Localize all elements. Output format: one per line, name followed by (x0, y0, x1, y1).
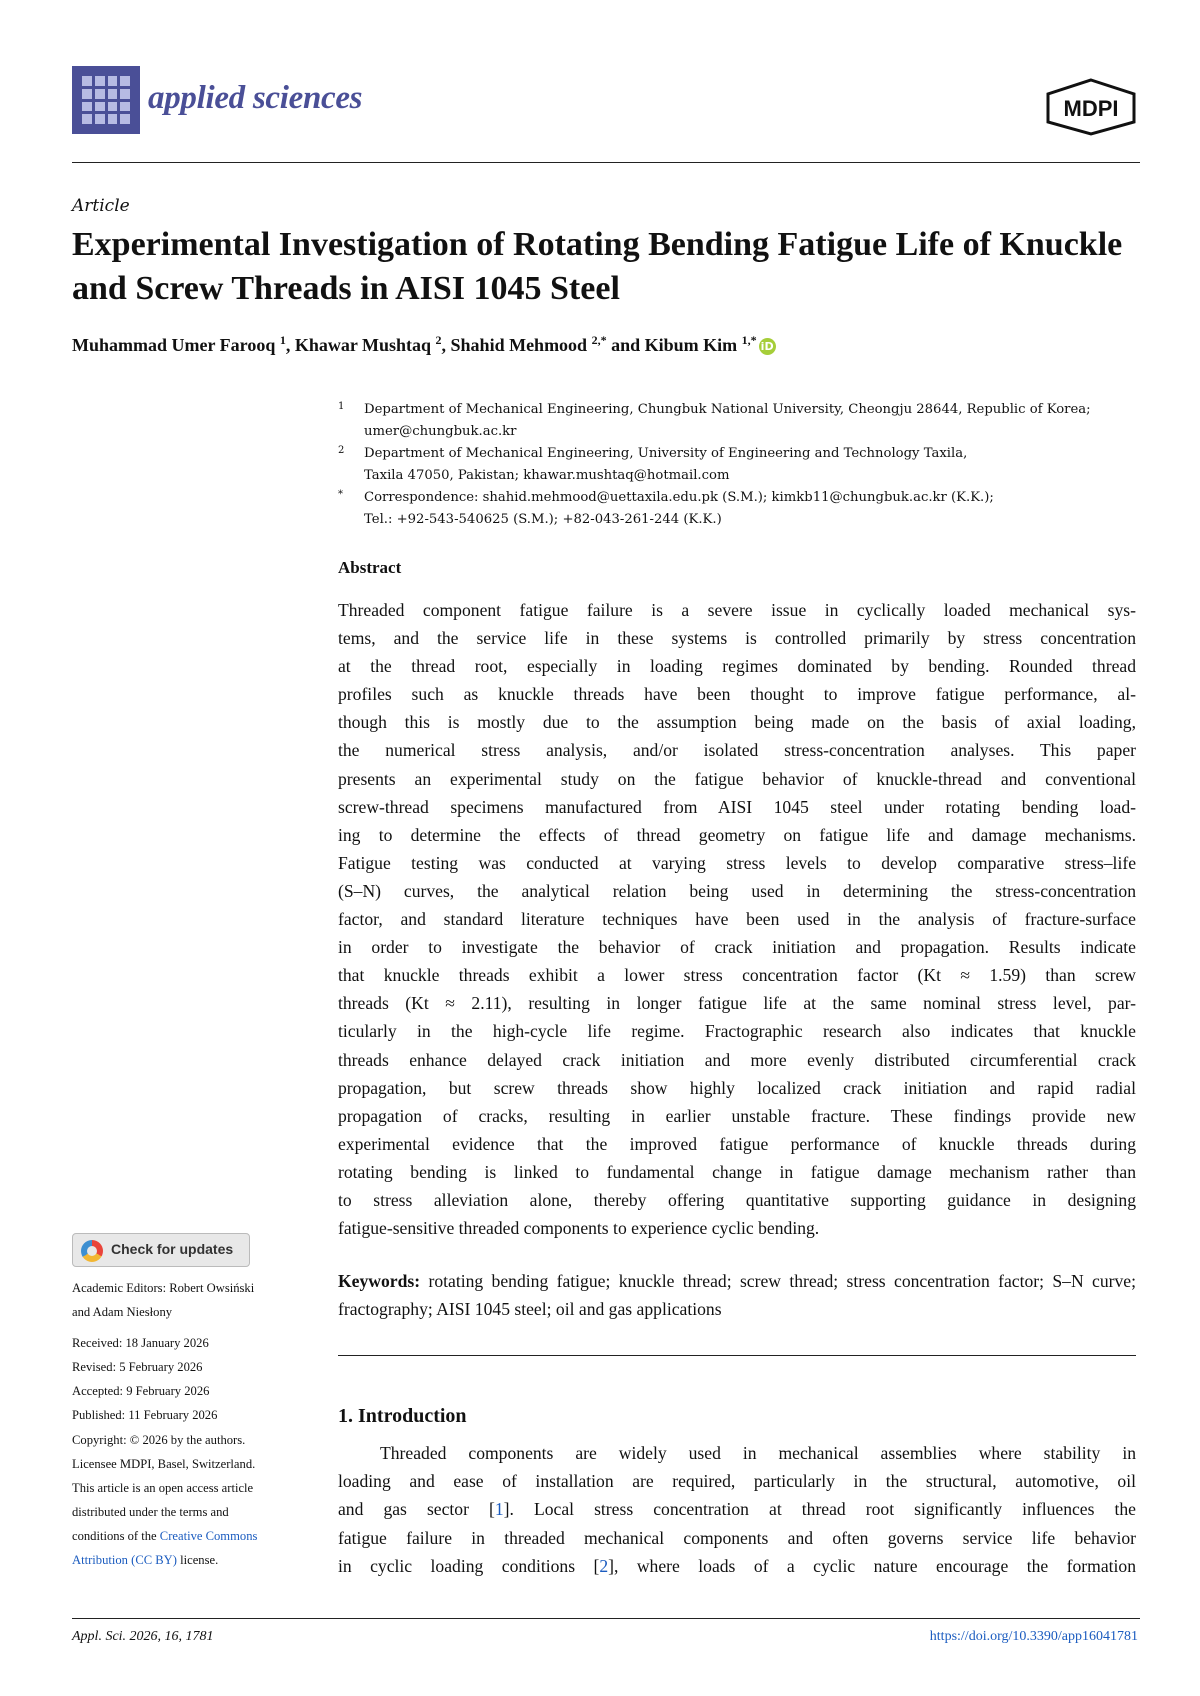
author-separator: and (606, 335, 645, 355)
intro-text: loading and ease of installation are required, particularly in the structural, automotive, oil (338, 1471, 1136, 1492)
copyright-text: conditions of the (72, 1529, 160, 1543)
affiliation-number: 1 (338, 401, 345, 412)
keywords-text: rotating bending fatigue; knuckle thread; screw thread; stress concentration factor; S–N curve; fractography; AISI 1045 steel; oil and gas applications (338, 1271, 1136, 1319)
abstract-line: though this is mostly due to the assumption being made on the basis of axial loading, (338, 712, 1136, 733)
affiliation-number: 2 (338, 445, 345, 456)
author-separator: , (285, 335, 295, 355)
abstract-line: in order to investigate the behavior of crack initiation and propagation. Results indicate (338, 937, 1136, 958)
author-name[interactable]: Shahid Mehmood (450, 335, 588, 355)
abstract-line: (S–N) curves, the analytical relation being used in determining the stress-concentration (338, 880, 1136, 901)
abstract-line: screw-thread specimens manufactured from AISI 1045 steel under rotating bending load- (338, 796, 1136, 817)
affiliation-1 (338, 399, 1154, 442)
correspondence (338, 487, 1154, 530)
author-affiliation: 2,* (591, 333, 607, 347)
abstract-line: propagation of cracks, resulting in earlier unstable fracture. These findings provide new (338, 1105, 1136, 1126)
abstract-line: factor, and standard literature techniques have been used in the analysis of fracture-surface (338, 909, 1136, 930)
intro-line (338, 1552, 1136, 1580)
abstract-line: Fatigue testing was conducted at varying stress levels to develop comparative stress–life (338, 852, 1136, 873)
abstract-line: presents an experimental study on the fatigue behavior of knuckle-thread and conventional (338, 768, 1136, 789)
intro-line (338, 1524, 1136, 1552)
author-name[interactable]: Kibum Kim (644, 335, 738, 355)
correspondence-line: Tel.: +92-543-540625 (S.M.); +82-043-261-244 (K.K.) (364, 511, 722, 527)
abstract-line: that knuckle threads exhibit a lower stress concentration factor (Kt ≈ 1.59) than screw (338, 965, 1136, 986)
abstract-line: tems, and the service life in these systems is controlled primarily by stress concentration (338, 628, 1136, 649)
copyright-notice (72, 1428, 312, 1572)
affiliation-email[interactable]: umer@chungbuk.ac.kr (364, 423, 517, 439)
mdpi-logo-text: MDPI (1063, 96, 1119, 121)
abstract-line: threads enhance delayed crack initiation and more evenly distributed circumferential crack (338, 1049, 1136, 1070)
academic-editors (72, 1276, 312, 1324)
journal-logo-icon (72, 66, 140, 134)
published-date: Published: 11 February 2026 (72, 1408, 218, 1422)
intro-paragraph (338, 1439, 1136, 1580)
affiliation-line: Taxila 47050, Pakistan; khawar.mushtaq@hotmail.com (364, 467, 730, 483)
abstract-line: fatigue-sensitive threaded components to experience cyclic bending. (338, 1218, 820, 1239)
section-heading: 1. Introduction (338, 1405, 467, 1427)
abstract-heading: Abstract (338, 558, 402, 577)
abstract-line: experimental evidence that the improved fatigue performance of knuckle threads during (338, 1133, 1136, 1154)
abstract-line: rotating bending is linked to fundamental change in fatigue damage mechanism rather than (338, 1161, 1136, 1182)
orcid-icon[interactable]: iD (759, 338, 776, 355)
abstract-line: the numerical stress analysis, and/or isolated stress-concentration analyses. This paper (338, 740, 1136, 761)
intro-text: ], where loads of a cyclic nature encourage the formation (608, 1555, 1136, 1576)
copyright-line: distributed under the terms and (72, 1505, 229, 1519)
intro-line (338, 1495, 1136, 1523)
citation: Appl. Sci. 2026, 16, 1781 (72, 1629, 214, 1644)
copyright-line (72, 1548, 312, 1572)
check-for-updates-button[interactable] (72, 1233, 250, 1267)
intro-text: fatigue failure in threaded mechanical components and often governs service life behavior (338, 1527, 1136, 1548)
abstract-line: Threaded component fatigue failure is a severe issue in cyclically loaded mechanical sys- (338, 600, 1136, 620)
accepted-date: Accepted: 9 February 2026 (72, 1384, 210, 1398)
header-rule (72, 162, 1140, 163)
author-name[interactable]: Khawar Mushtaq (294, 335, 432, 355)
creative-commons-link[interactable]: Creative Commons (159, 1529, 258, 1543)
affiliation-number: * (338, 489, 343, 500)
abstract-line: ing to determine the effects of thread geometry on fatigue life and damage mechanisms. (338, 824, 1136, 845)
check-updates-label: Check for updates (111, 1241, 234, 1257)
copyright-line (72, 1524, 312, 1548)
section-rule (338, 1355, 1136, 1356)
editors-line: Academic Editors: Robert Owsiński (72, 1281, 255, 1295)
abstract-line: profiles such as knuckle threads have been thought to improve fatigue performance, al- (338, 684, 1136, 705)
copyright-line: Copyright: © 2026 by the authors. (72, 1433, 246, 1447)
doi-link[interactable]: https://doi.org/10.3390/app16041781 (929, 1629, 1138, 1644)
abstract-line: to stress alleviation alone, thereby offering quantitative supporting guidance in designing (338, 1189, 1136, 1210)
intro-text: ]. Local stress concentration at thread root significantly influences the (503, 1499, 1136, 1520)
author-affiliation: 1 (279, 333, 286, 347)
intro-text: and gas sector [ (338, 1499, 495, 1520)
paper-title: Experimental Investigation of Rotating Bending Fatigue Life of Knuckle and Screw Threads in AISI 1045 Steel (72, 226, 1123, 307)
editors-line: and Adam Niesłony (72, 1305, 173, 1319)
mdpi-logo-icon (1044, 78, 1138, 136)
correspondence-line: Correspondence: shahid.mehmood@uettaxila.edu.pk (S.M.); kimkb11@chungbuk.ac.kr (K.K.); (364, 490, 994, 505)
abstract-line: at the thread root, especially in loading regimes dominated by bending. Rounded thread (338, 656, 1136, 677)
copyright-line: This article is an open access article (72, 1481, 254, 1495)
citation-ref-link[interactable]: 1 (494, 1499, 504, 1520)
author-affiliation: 2 (435, 333, 442, 347)
keywords-label: Keywords: (338, 1271, 421, 1291)
update-icon (81, 1240, 103, 1262)
keywords (338, 1267, 1136, 1323)
copyright-line: Licensee MDPI, Basel, Switzerland. (72, 1457, 256, 1471)
citation-ref-link[interactable]: 2 (599, 1555, 609, 1576)
affiliation-line: Department of Mechanical Engineering, Chungbuk National University, Cheongju 28644, Republic of Korea; (364, 402, 1091, 417)
intro-line (338, 1439, 1136, 1467)
author-separator: , (441, 335, 451, 355)
author-list (72, 333, 776, 356)
journal-name: applied sciences (148, 80, 363, 116)
revised-date: Revised: 5 February 2026 (72, 1360, 203, 1374)
author-affiliation: 1,* (741, 333, 757, 347)
received-date: Received: 18 January 2026 (72, 1336, 209, 1350)
copyright-text: license. (176, 1553, 219, 1567)
abstract-line: propagation, but screw threads show highly localized crack initiation and rapid radial (338, 1077, 1136, 1098)
article-type: Article (72, 196, 130, 216)
abstract-line: ticularly in the high-cycle life regime. Fractographic research also indicates that knuckle (338, 1021, 1136, 1042)
cc-by-link[interactable]: Attribution (CC BY) (72, 1553, 177, 1567)
author-name[interactable]: Muhammad Umer Farooq (72, 335, 276, 355)
intro-text: in cyclic loading conditions [ (338, 1555, 600, 1576)
affiliation-line: Department of Mechanical Engineering, University of Engineering and Technology Taxila, (364, 446, 968, 461)
intro-line (338, 1467, 1136, 1495)
abstract-line: threads (Kt ≈ 2.11), resulting in longer fatigue life at the same nominal stress level, par- (338, 993, 1136, 1014)
footer-rule (72, 1618, 1140, 1619)
publication-dates (72, 1331, 312, 1427)
intro-text: Threaded components are widely used in mechanical assemblies where stability in (380, 1443, 1136, 1463)
abstract-body (338, 596, 1136, 1242)
affiliation-2 (338, 443, 1154, 486)
